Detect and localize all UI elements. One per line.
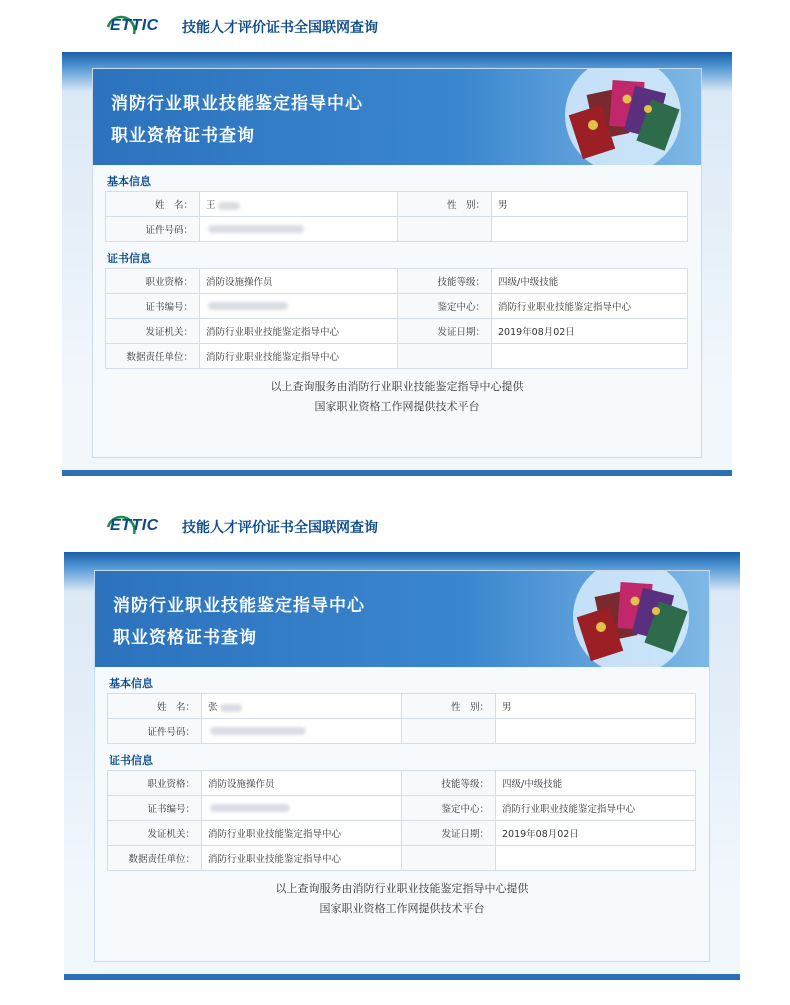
issue-date-label: 发证日期： — [402, 821, 496, 846]
id-value — [200, 217, 398, 242]
footer-line-platform: 国家职业资格工作网提供技术平台 — [319, 902, 485, 915]
skill-level-label: 技能等级： — [402, 771, 496, 796]
basic-info-table — [107, 693, 696, 744]
site-header — [104, 12, 378, 42]
empty-cell — [492, 344, 688, 369]
name-label: 姓 名： — [108, 694, 202, 719]
table-row — [106, 269, 688, 294]
center-label: 鉴定中心： — [402, 796, 496, 821]
table-row — [108, 846, 696, 871]
cert-info-table — [105, 268, 688, 369]
responsible-unit-value: 消防行业职业技能鉴定指导中心 — [200, 344, 398, 369]
gender-value: 男 — [496, 694, 696, 719]
responsible-unit-label: 数据责任单位： — [106, 344, 200, 369]
id-label: 证件号码： — [106, 217, 200, 242]
basic-info-heading: 基本信息 — [109, 677, 153, 690]
issue-date-label: 发证日期： — [398, 319, 492, 344]
issuer-value: 消防行业职业技能鉴定指导中心 — [202, 821, 402, 846]
empty-cell — [402, 719, 496, 744]
empty-cell — [492, 217, 688, 242]
skill-level-value: 四级/中级技能 — [496, 771, 696, 796]
issuer-label: 发证机关： — [108, 821, 202, 846]
redacted-mask — [210, 804, 290, 812]
cert-info-table — [107, 770, 696, 871]
center-value: 消防行业职业技能鉴定指导中心 — [492, 294, 688, 319]
certificate-books-icon — [561, 571, 691, 667]
table-row — [106, 217, 688, 242]
cert-no-value — [202, 796, 402, 821]
empty-cell — [398, 217, 492, 242]
site-header — [104, 512, 378, 542]
responsible-unit-value: 消防行业职业技能鉴定指导中心 — [202, 846, 402, 871]
result-card — [94, 570, 710, 962]
name-value: 张 — [202, 694, 402, 719]
redacted-mask — [208, 225, 304, 233]
banner-page-title: 职业资格证书查询 — [113, 628, 257, 648]
table-row — [108, 796, 696, 821]
certificate-books-icon — [553, 69, 683, 165]
ettic-logo[interactable] — [104, 514, 174, 540]
center-value: 消防行业职业技能鉴定指导中心 — [496, 796, 696, 821]
site-title: 技能人才评价证书全国联网查询 — [182, 20, 378, 36]
basic-info-table — [105, 191, 688, 242]
center-label: 鉴定中心： — [398, 294, 492, 319]
footer-line-provider: 以上查询服务由消防行业职业技能鉴定指导中心提供 — [270, 380, 524, 393]
redacted-mask — [218, 202, 240, 210]
issuer-value: 消防行业职业技能鉴定指导中心 — [200, 319, 398, 344]
footer-line-provider: 以上查询服务由消防行业职业技能鉴定指导中心提供 — [275, 882, 529, 895]
banner-org-title: 消防行业职业技能鉴定指导中心 — [113, 596, 365, 616]
table-row — [106, 192, 688, 217]
footer-note — [95, 871, 709, 919]
logo-text: ETTIC — [110, 517, 159, 534]
banner — [95, 571, 709, 667]
qualification-value: 消防设施操作员 — [200, 269, 398, 294]
empty-cell — [398, 344, 492, 369]
table-row — [108, 771, 696, 796]
table-row — [108, 719, 696, 744]
cert-info-heading: 证书信息 — [109, 754, 153, 767]
id-value — [202, 719, 402, 744]
site-title: 技能人才评价证书全国联网查询 — [182, 520, 378, 536]
qualification-label: 职业资格： — [106, 269, 200, 294]
redacted-mask — [220, 704, 242, 712]
ettic-logo[interactable] — [104, 14, 174, 40]
cert-no-value — [200, 294, 398, 319]
footer-line-platform: 国家职业资格工作网提供技术平台 — [314, 400, 480, 413]
gender-value: 男 — [492, 192, 688, 217]
qualification-label: 职业资格： — [108, 771, 202, 796]
issue-date-value: 2019年08月02日 — [496, 821, 696, 846]
gender-label: 性 别： — [402, 694, 496, 719]
name-value: 王 — [200, 192, 398, 217]
table-row — [108, 694, 696, 719]
name-label: 姓 名： — [106, 192, 200, 217]
logo-text: ETTIC — [110, 17, 159, 34]
cert-no-label: 证书编号： — [108, 796, 202, 821]
skill-level-label: 技能等级： — [398, 269, 492, 294]
empty-cell — [402, 846, 496, 871]
empty-cell — [496, 719, 696, 744]
issuer-label: 发证机关： — [106, 319, 200, 344]
cert-info-heading: 证书信息 — [107, 252, 151, 265]
cert-no-label: 证书编号： — [106, 294, 200, 319]
table-row — [108, 821, 696, 846]
table-row — [106, 344, 688, 369]
banner-org-title: 消防行业职业技能鉴定指导中心 — [111, 94, 363, 114]
qualification-value: 消防设施操作员 — [202, 771, 402, 796]
table-row — [106, 319, 688, 344]
redacted-mask — [208, 302, 288, 310]
empty-cell — [496, 846, 696, 871]
skill-level-value: 四级/中级技能 — [492, 269, 688, 294]
banner-page-title: 职业资格证书查询 — [111, 126, 255, 146]
issue-date-value: 2019年08月02日 — [492, 319, 688, 344]
basic-info-heading: 基本信息 — [107, 175, 151, 188]
responsible-unit-label: 数据责任单位： — [108, 846, 202, 871]
banner — [93, 69, 701, 165]
table-row — [106, 294, 688, 319]
gender-label: 性 别： — [398, 192, 492, 217]
id-label: 证件号码： — [108, 719, 202, 744]
result-card — [92, 68, 702, 458]
redacted-mask — [210, 727, 306, 735]
footer-note — [93, 369, 701, 417]
